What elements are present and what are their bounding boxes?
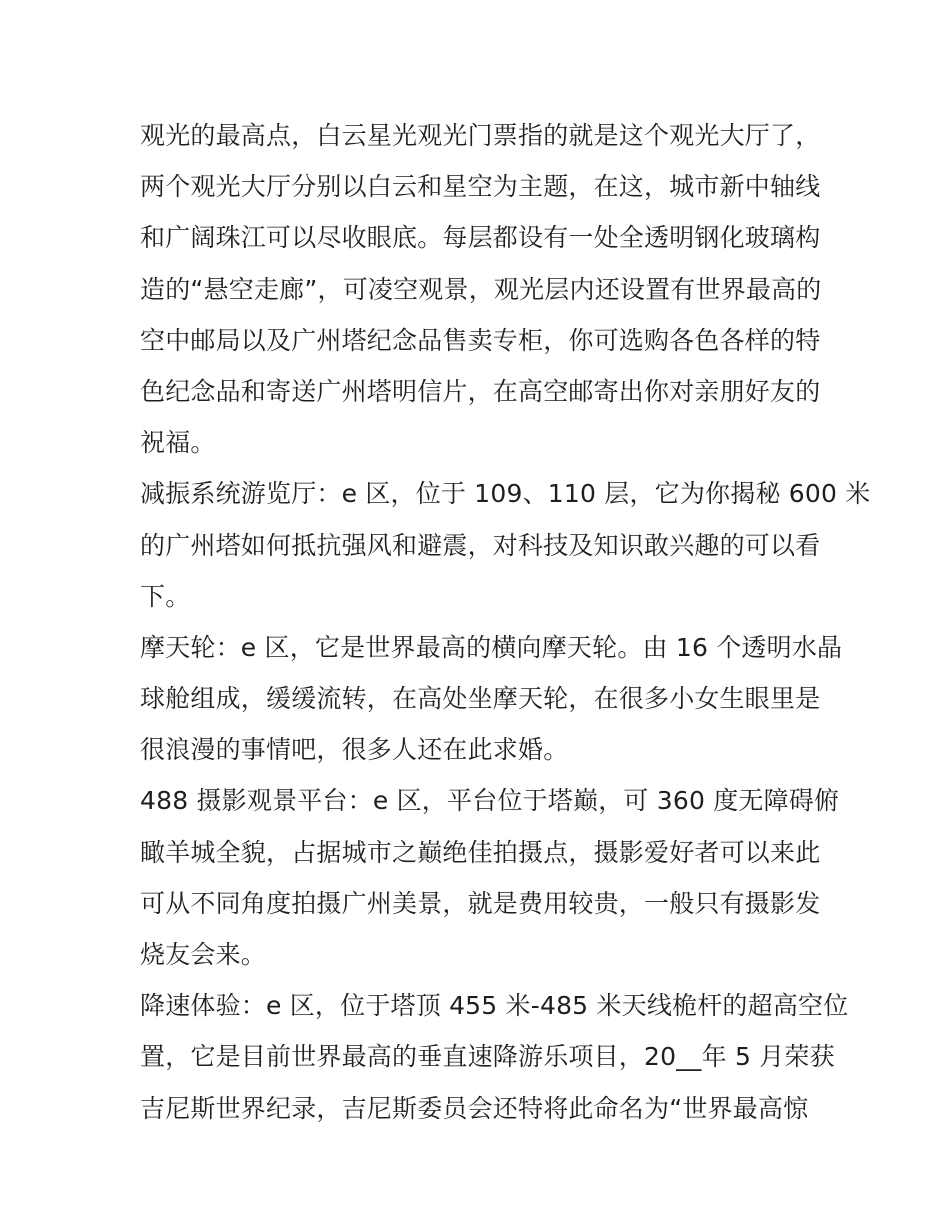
text-line: 两个观光大厅分别以白云和星空为主题，在这，城市新中轴线 <box>140 172 821 202</box>
text-line: 减振系统游览厅：e 区，位于 109、110 层，它为你揭秘 600 米 <box>140 479 871 509</box>
document-body <box>140 110 871 1134</box>
text-line: 空中邮局以及广州塔纪念品售卖专柜，你可选购各色各样的特 <box>140 325 821 355</box>
text-line: 祝福。 <box>140 428 216 458</box>
text-line: 观光的最高点，白云星光观光门票指的就是这个观光大厅了， <box>140 121 821 150</box>
text-line: 和广阔珠江可以尽收眼底。每层都设有一处全透明钢化玻璃构 <box>140 223 821 253</box>
text-line: 色纪念品和寄送广州塔明信片，在高空邮寄出你对亲朋好友的 <box>140 376 821 406</box>
text-line: 摩天轮：e 区，它是世界最高的横向摩天轮。由 16 个透明水晶 <box>140 632 843 662</box>
text-line: 降速体验：e 区，位于塔顶 455 米-485 米天线桅杆的超高空位 <box>140 991 849 1021</box>
text-line: 488 摄影观景平台：e 区，平台位于塔巅，可 360 度无障碍俯 <box>140 786 840 816</box>
text-line: 瞰羊城全貌，占据城市之巅绝佳拍摄点，摄影爱好者可以来此 <box>140 837 821 867</box>
text-line: 很浪漫的事情吧，很多人还在此求婚。 <box>140 735 569 765</box>
text-line: 吉尼斯世界纪录，吉尼斯委员会还特将此命名为“世界最高惊 <box>140 1093 809 1123</box>
text-line: 的广州塔如何抵抗强风和避震，对科技及知识敢兴趣的可以看 <box>140 530 821 560</box>
text-line: 置，它是目前世界最高的垂直速降游乐项目，20__年 5 月荣获 <box>140 1042 835 1072</box>
text-line: 烧友会来。 <box>140 940 267 969</box>
text-line: 可从不同角度拍摄广州美景，就是费用较贵，一般只有摄影发 <box>140 888 821 918</box>
text-line: 球舱组成，缓缓流转，在高处坐摩天轮，在很多小女生眼里是 <box>140 684 821 714</box>
text-line: 下。 <box>140 581 191 611</box>
text-line: 造的“悬空走廊”，可凌空观景，观光层内还设置有世界最高的 <box>140 274 822 304</box>
